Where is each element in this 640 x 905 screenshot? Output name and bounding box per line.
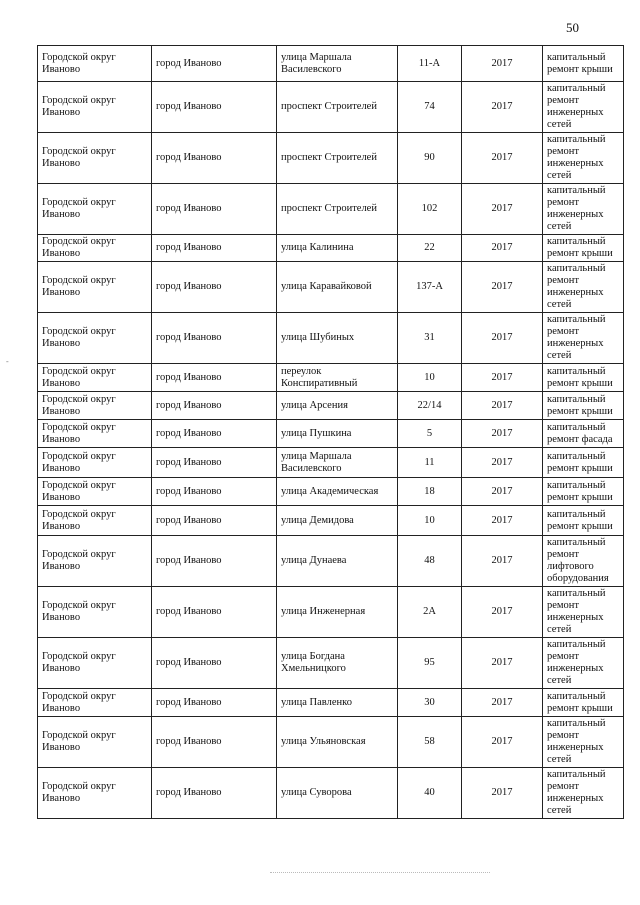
work-type-cell-line: ремонт крыши: [547, 520, 613, 532]
municipality-cell: [38, 689, 152, 717]
work-type-cell-line: ремонт: [547, 275, 580, 286]
city-cell: город Иваново: [152, 82, 277, 133]
work-type-cell-line: сетей: [547, 754, 572, 765]
municipality-cell: [38, 478, 152, 506]
city-cell: город Иваново: [152, 420, 277, 448]
work-type-cell-line: ремонт крыши: [547, 462, 613, 474]
year-cell: 2017: [462, 313, 543, 364]
table-row: [38, 768, 624, 819]
work-type-cell-line: ремонт крыши: [547, 63, 613, 75]
street-cell: [277, 313, 398, 364]
municipality-cell: [38, 46, 152, 82]
work-type-cell-line: капитальный: [547, 365, 606, 377]
street-cell-line: улица Каравайковой: [281, 281, 372, 292]
street-cell: [277, 448, 398, 478]
work-type-cell-line: сетей: [547, 170, 572, 181]
city-cell: город Иваново: [152, 587, 277, 638]
city-cell: город Иваново: [152, 638, 277, 689]
work-type-cell-line: ремонт: [547, 781, 580, 792]
work-type-cell: [543, 364, 624, 392]
municipality-cell-line: Иваново: [42, 561, 81, 572]
work-type-cell-line: ремонт: [547, 549, 580, 560]
municipality-cell-line: Городской округ: [42, 479, 116, 491]
work-type-cell: [543, 768, 624, 819]
house-number-cell: 30: [398, 689, 462, 717]
street-cell-line: улица Маршала: [281, 51, 352, 63]
table-row: [38, 717, 624, 768]
street-cell: [277, 717, 398, 768]
municipality-cell-line: Городской округ: [42, 197, 116, 208]
table-row: [38, 448, 624, 478]
year-cell: 2017: [462, 262, 543, 313]
house-number-cell: 31: [398, 313, 462, 364]
city-cell: город Иваново: [152, 536, 277, 587]
city-cell: город Иваново: [152, 262, 277, 313]
municipality-cell: [38, 133, 152, 184]
city-cell: город Иваново: [152, 184, 277, 235]
work-type-cell-line: сетей: [547, 624, 572, 635]
municipality-cell-line: Иваново: [42, 433, 81, 445]
house-number-cell: 137-А: [398, 262, 462, 313]
street-cell-line: улица Маршала: [281, 450, 352, 462]
year-cell: 2017: [462, 638, 543, 689]
year-cell: 2017: [462, 46, 543, 82]
street-cell: [277, 46, 398, 82]
work-type-cell: [543, 638, 624, 689]
work-type-cell: [543, 478, 624, 506]
municipality-cell-line: Городской округ: [42, 326, 116, 337]
street-cell: [277, 638, 398, 689]
work-type-cell-line: ремонт: [547, 197, 580, 208]
work-type-cell: [543, 235, 624, 262]
work-type-cell-line: капитальный: [547, 51, 606, 63]
work-type-cell-line: инженерных: [547, 209, 604, 220]
street-cell: [277, 82, 398, 133]
municipality-cell: [38, 638, 152, 689]
street-cell-line: улица Пушкина: [281, 427, 352, 439]
municipality-cell-line: Городской округ: [42, 651, 116, 662]
work-type-cell: [543, 506, 624, 536]
municipality-cell-line: Городской округ: [42, 275, 116, 286]
house-number-cell: 40: [398, 768, 462, 819]
work-type-cell-line: ремонт: [547, 326, 580, 337]
house-number-cell: 5: [398, 420, 462, 448]
year-cell: 2017: [462, 133, 543, 184]
municipality-cell-line: Иваново: [42, 663, 81, 674]
table-row: [38, 46, 624, 82]
municipality-cell-line: Городской округ: [42, 365, 116, 377]
municipality-cell-line: Иваново: [42, 491, 81, 503]
work-type-cell-line: капитальный: [547, 314, 606, 325]
street-cell-line: Хмельницкого: [281, 663, 346, 674]
work-type-cell-line: капитальный: [547, 639, 606, 650]
municipality-cell: [38, 82, 152, 133]
house-number-cell: 11-А: [398, 46, 462, 82]
work-type-cell-line: ремонт крыши: [547, 248, 613, 259]
work-type-cell-line: капитальный: [547, 83, 606, 94]
year-cell: 2017: [462, 478, 543, 506]
work-type-cell-line: инженерных: [547, 107, 604, 118]
work-type-cell: [543, 536, 624, 587]
work-type-cell-line: ремонт фасада: [547, 433, 613, 445]
work-type-cell: [543, 82, 624, 133]
repair-schedule-table: [37, 45, 624, 819]
work-type-cell-line: капитальный: [547, 718, 606, 729]
work-type-cell-line: капитальный: [547, 537, 606, 548]
street-cell: [277, 420, 398, 448]
year-cell: 2017: [462, 82, 543, 133]
street-cell: [277, 587, 398, 638]
work-type-cell-line: ремонт: [547, 651, 580, 662]
work-type-cell-line: сетей: [547, 350, 572, 361]
street-cell-line: улица Академическая: [281, 485, 379, 497]
municipality-cell-line: Городской округ: [42, 421, 116, 433]
street-cell-line: улица Шубиных: [281, 332, 355, 343]
street-cell: [277, 768, 398, 819]
year-cell: 2017: [462, 392, 543, 420]
work-type-cell: [543, 587, 624, 638]
municipality-cell-line: Иваново: [42, 287, 81, 298]
municipality-cell-line: Городской округ: [42, 236, 116, 247]
street-cell-line: улица Инженерная: [281, 606, 366, 617]
municipality-cell-line: Иваново: [42, 793, 81, 804]
municipality-cell-line: Иваново: [42, 520, 81, 532]
street-cell-line: проспект Строителей: [281, 203, 377, 214]
city-cell: город Иваново: [152, 235, 277, 262]
work-type-cell: [543, 46, 624, 82]
work-type-cell-line: сетей: [547, 805, 572, 816]
work-type-cell-line: капитальный: [547, 236, 606, 247]
work-type-cell-line: инженерных: [547, 793, 604, 804]
street-cell: [277, 689, 398, 717]
work-type-cell-line: капитальный: [547, 185, 606, 196]
street-cell: [277, 364, 398, 392]
street-cell: [277, 262, 398, 313]
street-cell: [277, 235, 398, 262]
street-cell-line: Василевского: [281, 462, 342, 474]
street-cell-line: Василевского: [281, 63, 342, 75]
street-cell: [277, 392, 398, 420]
street-cell: [277, 536, 398, 587]
city-cell: город Иваново: [152, 768, 277, 819]
street-cell-line: улица Демидова: [281, 514, 354, 526]
municipality-cell: [38, 420, 152, 448]
work-type-cell-line: капитальный: [547, 393, 606, 405]
municipality-cell: [38, 717, 152, 768]
street-cell-line: улица Суворова: [281, 787, 352, 798]
work-type-cell-line: инженерных: [547, 742, 604, 753]
work-type-cell: [543, 313, 624, 364]
table-row: [38, 506, 624, 536]
municipality-cell: [38, 392, 152, 420]
table-row: [38, 262, 624, 313]
street-cell: [277, 478, 398, 506]
municipality-cell-line: Иваново: [42, 209, 81, 220]
municipality-cell: [38, 536, 152, 587]
municipality-cell: [38, 235, 152, 262]
house-number-cell: 2А: [398, 587, 462, 638]
work-type-cell-line: ремонт: [547, 600, 580, 611]
work-type-cell-line: капитальный: [547, 263, 606, 274]
work-type-cell-line: инженерных: [547, 612, 604, 623]
municipality-cell-line: Городской округ: [42, 450, 116, 462]
municipality-cell-line: Городской округ: [42, 730, 116, 741]
table-row: [38, 478, 624, 506]
street-cell: [277, 133, 398, 184]
year-cell: 2017: [462, 587, 543, 638]
municipality-cell-line: Иваново: [42, 63, 81, 75]
table-row: [38, 184, 624, 235]
work-type-cell-line: сетей: [547, 675, 572, 686]
street-cell-line: переулок: [281, 365, 322, 377]
municipality-cell: [38, 587, 152, 638]
municipality-cell-line: Иваново: [42, 248, 81, 259]
municipality-cell-line: Иваново: [42, 405, 81, 417]
municipality-cell-line: Городской округ: [42, 51, 116, 63]
table-row: [38, 82, 624, 133]
street-cell-line: проспект Строителей: [281, 101, 377, 112]
city-cell: город Иваново: [152, 392, 277, 420]
year-cell: 2017: [462, 235, 543, 262]
year-cell: 2017: [462, 420, 543, 448]
house-number-cell: 102: [398, 184, 462, 235]
house-number-cell: 22/14: [398, 392, 462, 420]
municipality-cell-line: Городской округ: [42, 393, 116, 405]
house-number-cell: 10: [398, 364, 462, 392]
work-type-cell-line: капитальный: [547, 769, 606, 780]
table-row: [38, 587, 624, 638]
house-number-cell: 95: [398, 638, 462, 689]
municipality-cell-line: Городской округ: [42, 690, 116, 702]
year-cell: 2017: [462, 506, 543, 536]
work-type-cell: [543, 717, 624, 768]
work-type-cell: [543, 392, 624, 420]
city-cell: город Иваново: [152, 313, 277, 364]
municipality-cell-line: Иваново: [42, 377, 81, 389]
street-cell-line: проспект Строителей: [281, 152, 377, 163]
table-body: [38, 46, 624, 819]
work-type-cell-line: инженерных: [547, 158, 604, 169]
table-row: [38, 133, 624, 184]
municipality-cell-line: Городской округ: [42, 146, 116, 157]
municipality-cell: [38, 313, 152, 364]
work-type-cell-line: ремонт: [547, 146, 580, 157]
municipality-cell-line: Городской округ: [42, 508, 116, 520]
work-type-cell: [543, 262, 624, 313]
year-cell: 2017: [462, 448, 543, 478]
municipality-cell: [38, 448, 152, 478]
work-type-cell-line: инженерных: [547, 287, 604, 298]
street-cell-line: улица Ульяновская: [281, 736, 366, 747]
municipality-cell-line: Иваново: [42, 612, 81, 623]
municipality-cell-line: Городской округ: [42, 549, 116, 560]
municipality-cell-line: Иваново: [42, 158, 81, 169]
year-cell: 2017: [462, 364, 543, 392]
municipality-cell-line: Городской округ: [42, 600, 116, 611]
work-type-cell-line: ремонт: [547, 730, 580, 741]
work-type-cell-line: сетей: [547, 221, 572, 232]
municipality-cell-line: Городской округ: [42, 781, 116, 792]
work-type-cell-line: капитальный: [547, 421, 606, 433]
table-row: [38, 638, 624, 689]
table-row: [38, 313, 624, 364]
city-cell: город Иваново: [152, 506, 277, 536]
table-row: [38, 392, 624, 420]
table-row: [38, 420, 624, 448]
street-cell-line: улица Павленко: [281, 696, 352, 708]
work-type-cell-line: инженерных: [547, 338, 604, 349]
city-cell: город Иваново: [152, 478, 277, 506]
work-type-cell-line: ремонт: [547, 95, 580, 106]
work-type-cell-line: лифтового: [547, 561, 594, 572]
work-type-cell-line: капитальный: [547, 690, 606, 702]
municipality-cell-line: Иваново: [42, 742, 81, 753]
street-cell-line: улица Богдана: [281, 651, 345, 662]
table-row: [38, 235, 624, 262]
year-cell: 2017: [462, 768, 543, 819]
work-type-cell-line: оборудования: [547, 573, 609, 584]
page-number: 50: [566, 20, 579, 35]
work-type-cell-line: ремонт крыши: [547, 377, 613, 389]
street-cell-line: улица Калинина: [281, 242, 354, 253]
work-type-cell-line: ремонт крыши: [547, 702, 613, 714]
work-type-cell: [543, 689, 624, 717]
house-number-cell: 90: [398, 133, 462, 184]
work-type-cell-line: инженерных: [547, 663, 604, 674]
year-cell: 2017: [462, 184, 543, 235]
work-type-cell: [543, 448, 624, 478]
house-number-cell: 22: [398, 235, 462, 262]
work-type-cell-line: сетей: [547, 119, 572, 130]
street-cell-line: улица Дунаева: [281, 555, 347, 566]
stray-mark: -: [6, 357, 9, 366]
table-row: [38, 364, 624, 392]
municipality-cell: [38, 506, 152, 536]
house-number-cell: 10: [398, 506, 462, 536]
year-cell: 2017: [462, 717, 543, 768]
work-type-cell-line: капитальный: [547, 588, 606, 599]
municipality-cell-line: Иваново: [42, 702, 81, 714]
table-row: [38, 536, 624, 587]
work-type-cell-line: капитальный: [547, 450, 606, 462]
city-cell: город Иваново: [152, 133, 277, 184]
city-cell: город Иваново: [152, 689, 277, 717]
street-cell-line: Конспиративный: [281, 377, 358, 389]
year-cell: 2017: [462, 689, 543, 717]
city-cell: город Иваново: [152, 717, 277, 768]
municipality-cell: [38, 262, 152, 313]
municipality-cell-line: Городской округ: [42, 95, 116, 106]
year-cell: 2017: [462, 536, 543, 587]
house-number-cell: 58: [398, 717, 462, 768]
work-type-cell-line: капитальный: [547, 508, 606, 520]
house-number-cell: 48: [398, 536, 462, 587]
work-type-cell-line: сетей: [547, 299, 572, 310]
work-type-cell: [543, 420, 624, 448]
street-cell: [277, 184, 398, 235]
work-type-cell: [543, 184, 624, 235]
street-cell: [277, 506, 398, 536]
municipality-cell: [38, 364, 152, 392]
work-type-cell-line: ремонт крыши: [547, 491, 613, 503]
municipality-cell-line: Иваново: [42, 338, 81, 349]
municipality-cell-line: Иваново: [42, 462, 81, 474]
table-row: [38, 689, 624, 717]
work-type-cell-line: ремонт крыши: [547, 405, 613, 417]
house-number-cell: 18: [398, 478, 462, 506]
municipality-cell-line: Иваново: [42, 107, 81, 118]
work-type-cell: [543, 133, 624, 184]
city-cell: город Иваново: [152, 46, 277, 82]
street-cell-line: улица Арсения: [281, 399, 348, 411]
footer-scan-trace: [270, 872, 490, 873]
house-number-cell: 11: [398, 448, 462, 478]
city-cell: город Иваново: [152, 364, 277, 392]
city-cell: город Иваново: [152, 448, 277, 478]
municipality-cell: [38, 184, 152, 235]
work-type-cell-line: капитальный: [547, 479, 606, 491]
work-type-cell-line: капитальный: [547, 134, 606, 145]
municipality-cell: [38, 768, 152, 819]
house-number-cell: 74: [398, 82, 462, 133]
